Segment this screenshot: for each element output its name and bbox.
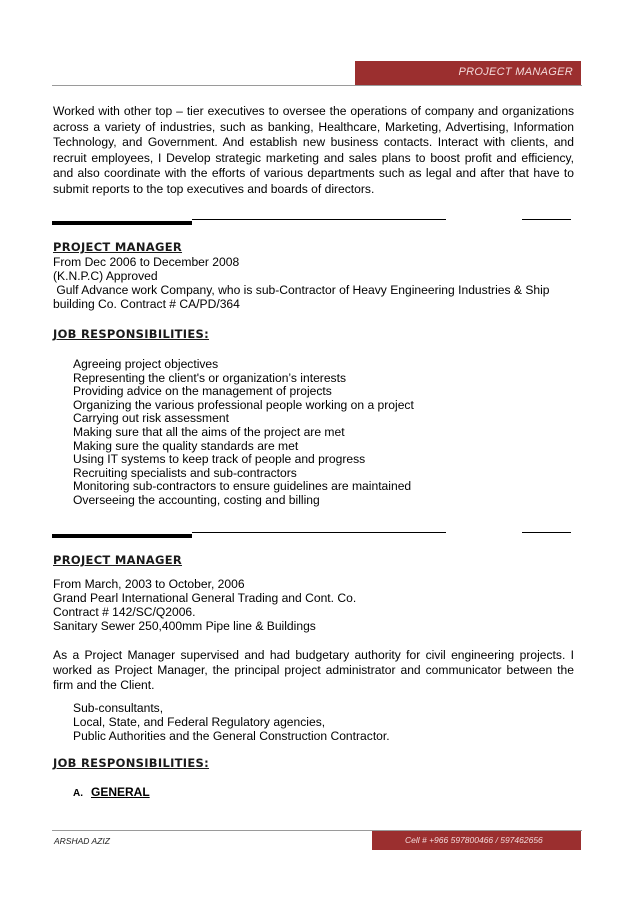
list-item: Public Authorities and the General Construction Contractor. [73, 729, 390, 743]
list-item: Agreeing project objectives [73, 357, 219, 371]
job2-title: PROJECT MANAGER [53, 553, 183, 567]
list-item: Sub-consultants, [73, 701, 164, 715]
job1-responsibilities-list [73, 358, 414, 508]
header-band [355, 61, 581, 85]
list-item: Providing advice on the management of projects [73, 384, 332, 399]
job2-project: Sanitary Sewer 250,400mm Pipe line & Buildings [53, 619, 316, 633]
subsection-title: GENERAL [91, 785, 150, 799]
list-item: Representing the client's or organization’s interests [73, 370, 347, 385]
footer-band [372, 831, 581, 850]
job2-parties-list [73, 701, 390, 743]
job1-approval: (K.N.P.C) Approved [53, 269, 158, 283]
list-item: Monitoring sub-contractors to ensure guidelines are maintained [73, 479, 412, 494]
footer-contact: Cell # +966 597800466 / 597462656 [405, 835, 543, 845]
summary-paragraph: Worked with other top – tier executives to oversee the operations of company and organizations across a variety of industries, such as banking, Healthcare, Marketing, Advertising, Information Technology, and Government. And establish new business contacts. Interact with clients, and recruit employees, I Develop strategic marketing and sales plans to boost profit and efficiency, and also coordinate with the efforts of various departments such as legal and after that have to submit reports to the top executives and boards of directors. [53, 104, 574, 196]
job1-company-line1: Gulf Advance work Company, who is sub-Contractor of Heavy Engineering Industries & Ship [53, 283, 550, 297]
job1-company-line2: building Co. Contract # CA/PD/364 [53, 297, 240, 311]
subsection-letter: A. [73, 788, 83, 799]
job2-contract: Contract # 142/SC/Q2006. [53, 605, 196, 619]
section-separator [52, 532, 571, 539]
list-item: Local, State, and Federal Regulatory agencies, [73, 715, 326, 729]
job2-description: As a Project Manager supervised and had budgetary authority for civil engineering projects. I worked as Project Manager, the principal project administrator and communicator between the firm and the Client. [53, 648, 574, 692]
job2-details [53, 577, 356, 633]
job2-period: From March, 2003 to October, 2006 [53, 577, 245, 591]
job2-company: Grand Pearl International General Trading and Cont. Co. [53, 591, 357, 605]
job1-details [53, 255, 550, 311]
footer-name: ARSHAD AZIZ [54, 836, 110, 846]
job1-title: PROJECT MANAGER [53, 240, 183, 254]
subsection-heading [73, 785, 150, 799]
job1-responsibilities-heading: JOB RESPONSIBILITIES: [53, 327, 210, 341]
list-item: Organizing the various professional people working on a project [73, 397, 414, 412]
header-rule [52, 85, 582, 86]
section-separator [52, 219, 571, 226]
header-title: PROJECT MANAGER [458, 66, 573, 78]
list-item: Making sure the quality standards are met [73, 438, 299, 453]
list-item: Making sure that all the aims of the project are met [73, 424, 345, 439]
job2-responsibilities-heading: JOB RESPONSIBILITIES: [53, 756, 210, 770]
list-item: Recruiting specialists and sub-contractors [73, 465, 297, 480]
list-item: Carrying out risk assessment [73, 411, 229, 426]
job1-period: From Dec 2006 to December 2008 [53, 255, 240, 269]
list-item: Using IT systems to keep track of people and progress [73, 452, 366, 467]
list-item: Overseeing the accounting, costing and billing [73, 492, 320, 507]
